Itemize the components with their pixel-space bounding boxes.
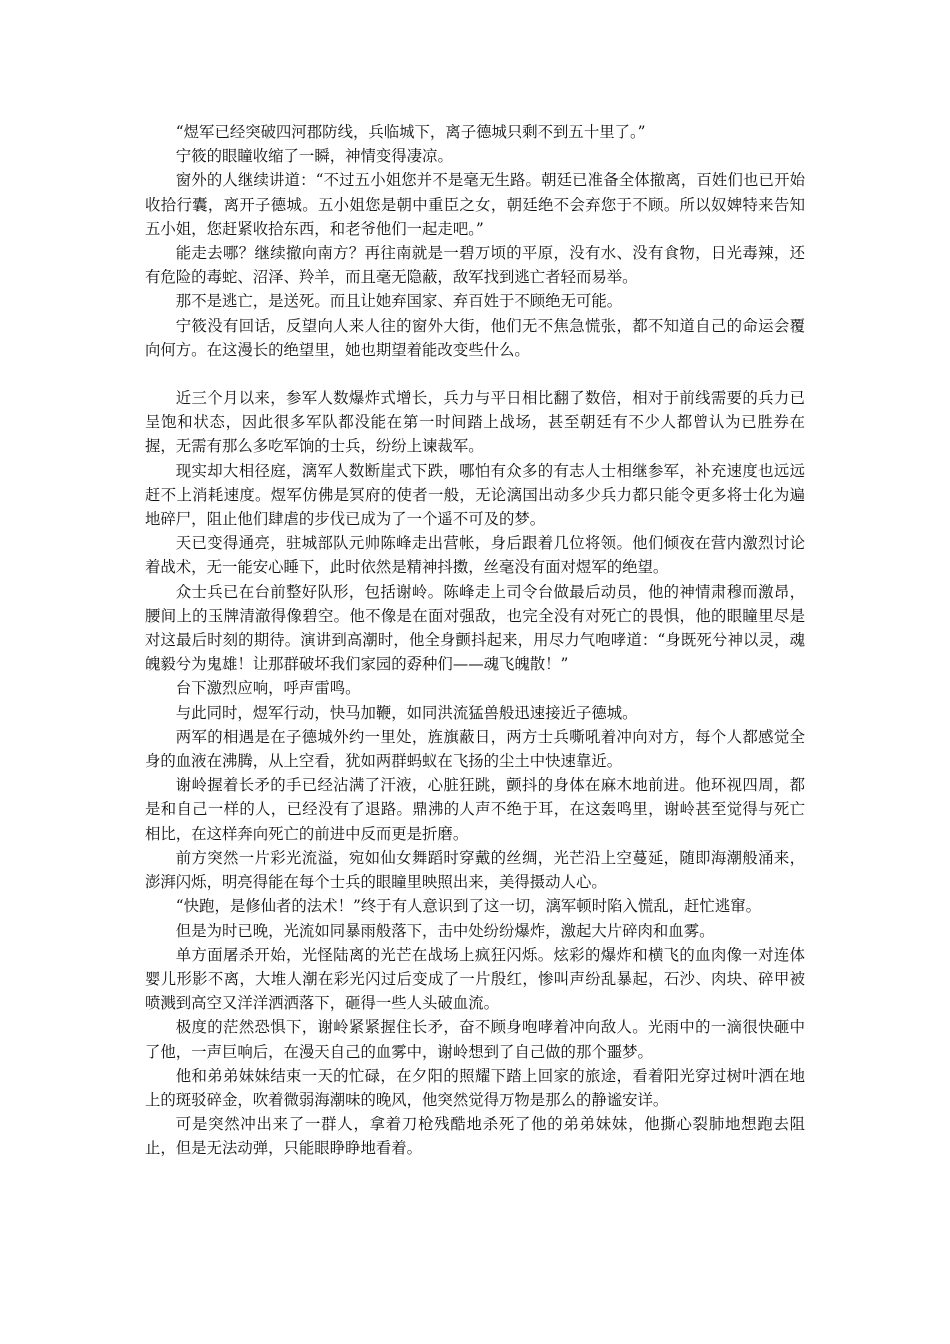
paragraph: 天已变得通亮，驻城部队元帅陈峰走出营帐，身后跟着几位将领。他们倾夜在营内激烈讨论着战术，无一能安心睡下，此时依然是精神抖擞，丝毫没有面对煜军的绝望。 [145, 534, 805, 577]
paragraph: 但是为时已晚，光流如同暴雨般落下，击中处纷纷爆炸，激起大片碎肉和血雾。 [175, 921, 715, 940]
paragraph: 单方面屠杀开始，光怪陆离的光芒在战场上疯狂闪烁。炫彩的爆炸和横飞的血肉像一对连体婴儿形影不离，大堆人潮在彩光闪过后变成了一片殷红，惨叫声纷乱暴起，石沙、肉块、碎甲被喷溅到高空又洋洋洒洒落下，砸得一些人头破血流。 [145, 945, 805, 1013]
paragraph: “快跑，是修仙者的法术！”终于有人意识到了这一切，漓军顿时陷入慌乱，赶忙逃窜。 [175, 897, 761, 916]
paragraph: 众士兵已在台前整好队形，包括谢岭。陈峰走上司令台做最后动员，他的神情肃穆而激昂，腰间上的玉牌清澈得像碧空。他不像是在面对强敌，也完全没有对死亡的畏惧，他的眼瞳里尽是对这最后时刻的期待。演讲到高潮时，他全身颤抖起来，用尽力气咆哮道：“身既死兮神以灵，魂魄毅兮为鬼雄！让那群破坏我们家园的孬种们——魂飞魄散！” [145, 582, 805, 674]
paragraph: 两军的相遇是在子德城外约一里处，旌旗蔽日，两方士兵嘶吼着冲向对方，每个人都感觉全身的血液在沸腾，从上空看，犹如两群蚂蚁在飞扬的尘土中快速靠近。 [145, 727, 805, 771]
paragraph: 谢岭握着长矛的手已经沾满了汗液，心脏狂跳，颤抖的身体在麻木地前进。他环视四周，都是和自己一样的人，已经没有了退路。鼎沸的人声不绝于耳，在这轰鸣里，谢岭甚至觉得与死亡相比，在这样奔向死亡的前进中反而更是折磨。 [145, 776, 805, 843]
paragraph: 与此同时，煜军行动，快马加鞭，如同洪流猛兽般迅速接近子德城。 [175, 703, 638, 722]
paragraph: 前方突然一片彩光流溢，宛如仙女舞蹈时穿戴的丝绸，光芒沿上空蔓延，随即海潮般涌来，澎湃闪烁，明亮得能在每个士兵的眼瞳里映照出来，美得摄动人心。 [145, 848, 805, 892]
paragraph: 宁筱没有回话，反望向人来人往的窗外大街，他们无不焦急慌张，都不知道自己的命运会覆向何方。在这漫长的绝望里，她也期望着能改变些什么。 [145, 316, 805, 359]
section-gap [145, 362, 805, 386]
paragraph: 宁筱的眼瞳收缩了一瞬，神情变得凄凉。 [175, 147, 453, 166]
paragraph: 现实却大相径庭，漓军人数断崖式下跌，哪怕有众多的有志人士相继参军，补充速度也远远赶不上消耗速度。煜军仿佛是冥府的使者一般，无论漓国出动多少兵力都只能令更多将士化为遍地碎尸，阻止他们肆虐的步伐已成为了一个遥不可及的梦。 [145, 461, 805, 529]
paragraph: 窗外的人继续讲道：“不过五小姐您并不是毫无生路。朝廷已准备全体撤离，百姓们也已开始收拾行囊，离开子德城。五小姐您是朝中重臣之女，朝廷绝不会弃您于不顾。所以奴婢特来告知五小姐，您赶紧收拾东西，和老爷他们一起走吧。” [145, 171, 805, 238]
paragraph: 可是突然冲出来了一群人，拿着刀枪残酷地杀死了他的弟弟妹妹，他撕心裂肺地想跑去阻止，但是无法动弹，只能眼睁睁地看着。 [145, 1115, 805, 1158]
paragraph: 近三个月以来，参军人数爆炸式增长，兵力与平日相比翻了数倍，相对于前线需要的兵力已呈饱和状态，因此很多军队都没能在第一时间踏上战场，甚至朝廷有不少人都曾认为已胜券在握，无需有那么多吃军饷的士兵，纷纷上谏裁军。 [145, 389, 805, 456]
paragraph: “煜军已经突破四河郡防线，兵临城下，离子德城只剩不到五十里了。” [175, 123, 646, 141]
paragraph: 那不是逃亡，是送死。而且让她弃国家、弃百姓于不顾绝无可能。 [175, 292, 623, 311]
section-1 [145, 120, 805, 362]
paragraph: 他和弟弟妹妹结束一天的忙碌，在夕阳的照耀下踏上回家的旅途，看着阳光穿过树叶洒在地上的斑驳碎金，吹着微弱海潮味的晚风，他突然觉得万物是那么的静谧安详。 [145, 1066, 805, 1109]
section-2 [145, 386, 805, 1161]
paragraph: 能走去哪？继续撤向南方？再往南就是一碧万顷的平原，没有水、没有食物，日光毒辣，还有危险的毒蛇、沼泽、羚羊，而且毫无隐蔽，敌军找到逃亡者轻而易举。 [145, 244, 805, 287]
paragraph: 极度的茫然恐惧下，谢岭紧紧握住长矛，奋不顾身咆哮着冲向敌人。光雨中的一滴很快砸中了他，一声巨响后，在漫天自己的血雾中，谢岭想到了自己做的那个噩梦。 [145, 1018, 805, 1061]
document-page [145, 120, 805, 1161]
paragraph: 台下激烈应响，呼声雷鸣。 [175, 679, 361, 698]
